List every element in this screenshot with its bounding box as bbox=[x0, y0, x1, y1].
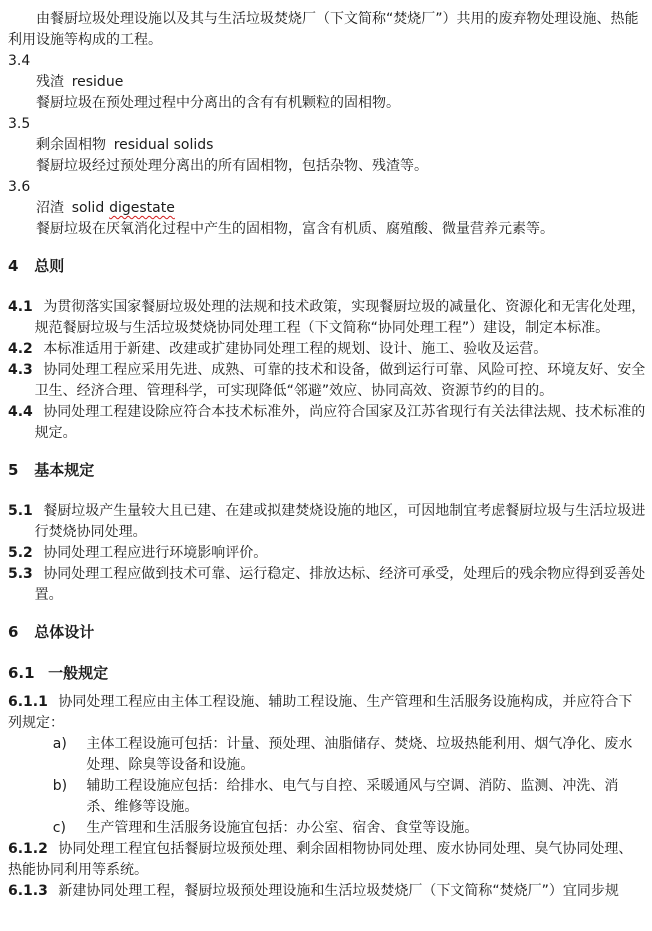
spellcheck-flagged-word: digestate bbox=[109, 200, 175, 216]
section-6-1-heading bbox=[8, 663, 646, 684]
clause-text: 协同处理工程宜包括餐厨垃圾预处理、剩余固相物协同处理、废水协同处理、臭气协同处理、热能协同利用等系统。 bbox=[8, 841, 633, 878]
clause-text: 协同处理工程应采用先进、成熟、可靠的技术和设备，做到运行可靠、风险可控、环境友好、安全卫生、经济合理、管理科学，可实现降低“邻避”效应、协同高效、资源节约的目的。 bbox=[34, 362, 646, 399]
clause-4-3 bbox=[8, 360, 646, 402]
list-marker: b) bbox=[52, 778, 68, 794]
clause-4-1 bbox=[8, 297, 646, 339]
list-marker: c) bbox=[52, 820, 66, 836]
term-definition: 餐厨垃圾在预处理过程中分离出的含有有机颗粒的固相物。 bbox=[36, 95, 400, 111]
list-item-text: 辅助工程设施应包括：给排水、电气与自控、采暖通风与空调、消防、监测、冲洗、消杀、维修等设施。 bbox=[86, 778, 619, 815]
term-definition: 餐厨垃圾经过预处理分离出的所有固相物，包括杂物、残渣等。 bbox=[36, 158, 428, 174]
chapter-number: 5 bbox=[8, 461, 19, 479]
list-item-a bbox=[8, 734, 646, 776]
term-block-3-4 bbox=[8, 51, 646, 114]
clause-text: 为贯彻落实国家餐厨垃圾处理的法规和技术政策，实现餐厨垃圾的减量化、资源化和无害化处理，规范餐厨垃圾与生活垃圾焚烧协同处理工程（下文简称“协同处理工程”）建设，制定本标准。 bbox=[34, 299, 646, 336]
clause-number: 6.1.3 bbox=[8, 883, 48, 899]
list-item-text: 生产管理和生活服务设施宜包括：办公室、宿舍、食堂等设施。 bbox=[86, 820, 479, 836]
term-title bbox=[36, 198, 646, 219]
term-definition: 餐厨垃圾在厌氧消化过程中产生的固相物，富含有机质、腐殖酸、微量营养元素等。 bbox=[36, 221, 554, 237]
clause-number: 6.1.1 bbox=[8, 694, 48, 710]
term-title bbox=[36, 72, 646, 93]
section-number: 6.1 bbox=[8, 664, 35, 682]
term-block-3-6 bbox=[8, 177, 646, 240]
clause-4-4 bbox=[8, 402, 646, 444]
clause-6-1-3 bbox=[8, 881, 646, 902]
chapter-title: 总则 bbox=[34, 257, 65, 275]
term-en: residual solids bbox=[113, 137, 214, 153]
term-zh: 残渣 bbox=[36, 74, 64, 90]
clause-number: 5.3 bbox=[8, 566, 33, 582]
clause-text: 协同处理工程应做到技术可靠、运行稳定、排放达标、经济可承受，处理后的残余物应得到妥善处置。 bbox=[34, 566, 646, 603]
clause-5-1 bbox=[8, 501, 646, 543]
clause-text: 新建协同处理工程，餐厨垃圾预处理设施和生活垃圾焚烧厂（下文简称“焚烧厂”）宜同步规 bbox=[58, 883, 619, 899]
clause-number: 5.2 bbox=[8, 545, 33, 561]
clause-5-3 bbox=[8, 564, 646, 606]
chapter-number: 6 bbox=[8, 623, 19, 641]
chapter-6-heading bbox=[8, 622, 646, 643]
clause-text: 协同处理工程建设除应符合本技术标准外，尚应符合国家及江苏省现行有关法律法规、技术标准的规定。 bbox=[34, 404, 646, 441]
clause-4-2 bbox=[8, 339, 646, 360]
clause-number: 4.3 bbox=[8, 362, 33, 378]
clause-number: 4.2 bbox=[8, 341, 33, 357]
clause-text: 本标准适用于新建、改建或扩建协同处理工程的规划、设计、施工、验收及运营。 bbox=[43, 341, 548, 357]
term-number: 3.6 bbox=[8, 179, 31, 195]
list-marker: a) bbox=[52, 736, 67, 752]
term-number: 3.5 bbox=[8, 116, 31, 132]
term-zh: 沼渣 bbox=[36, 200, 64, 216]
term-block-3-5 bbox=[8, 114, 646, 177]
term-en: solid bbox=[71, 200, 105, 216]
section-title: 一般规定 bbox=[48, 664, 109, 682]
term-number: 3.4 bbox=[8, 53, 31, 69]
chapter-title: 总体设计 bbox=[34, 623, 95, 641]
clause-6-1-2 bbox=[8, 839, 646, 881]
clause-text: 协同处理工程应由主体工程设施、辅助工程设施、生产管理和生活服务设施构成，并应符合下列规定： bbox=[8, 694, 633, 731]
intro-paragraph: 由餐厨垃圾处理设施以及其与生活垃圾焚烧厂（下文简称“焚烧厂”）共用的废弃物处理设施、热能利用设施等构成的工程。 bbox=[8, 11, 639, 48]
list-item-b bbox=[8, 776, 646, 818]
chapter-4-heading bbox=[8, 256, 646, 277]
clause-6-1-1 bbox=[8, 692, 646, 734]
clause-number: 6.1.2 bbox=[8, 841, 48, 857]
chapter-title: 基本规定 bbox=[34, 461, 95, 479]
list-item-text: 主体工程设施可包括：计量、预处理、油脂储存、焚烧、垃圾热能利用、烟气净化、废水处理、除臭等设备和设施。 bbox=[86, 736, 633, 773]
clause-text: 餐厨垃圾产生量较大且已建、在建或拟建焚烧设施的地区，可因地制宜考虑餐厨垃圾与生活垃圾进行焚烧协同处理。 bbox=[34, 503, 646, 540]
clause-number: 4.1 bbox=[8, 299, 33, 315]
term-title bbox=[36, 135, 646, 156]
chapter-number: 4 bbox=[8, 257, 19, 275]
clause-number: 4.4 bbox=[8, 404, 33, 420]
term-en: residue bbox=[71, 74, 124, 90]
clause-number: 5.1 bbox=[8, 503, 33, 519]
chapter-5-heading bbox=[8, 460, 646, 481]
list-item-c bbox=[8, 818, 646, 839]
clause-5-2 bbox=[8, 543, 646, 564]
term-zh: 剩余固相物 bbox=[36, 137, 106, 153]
clause-text: 协同处理工程应进行环境影响评价。 bbox=[43, 545, 268, 561]
